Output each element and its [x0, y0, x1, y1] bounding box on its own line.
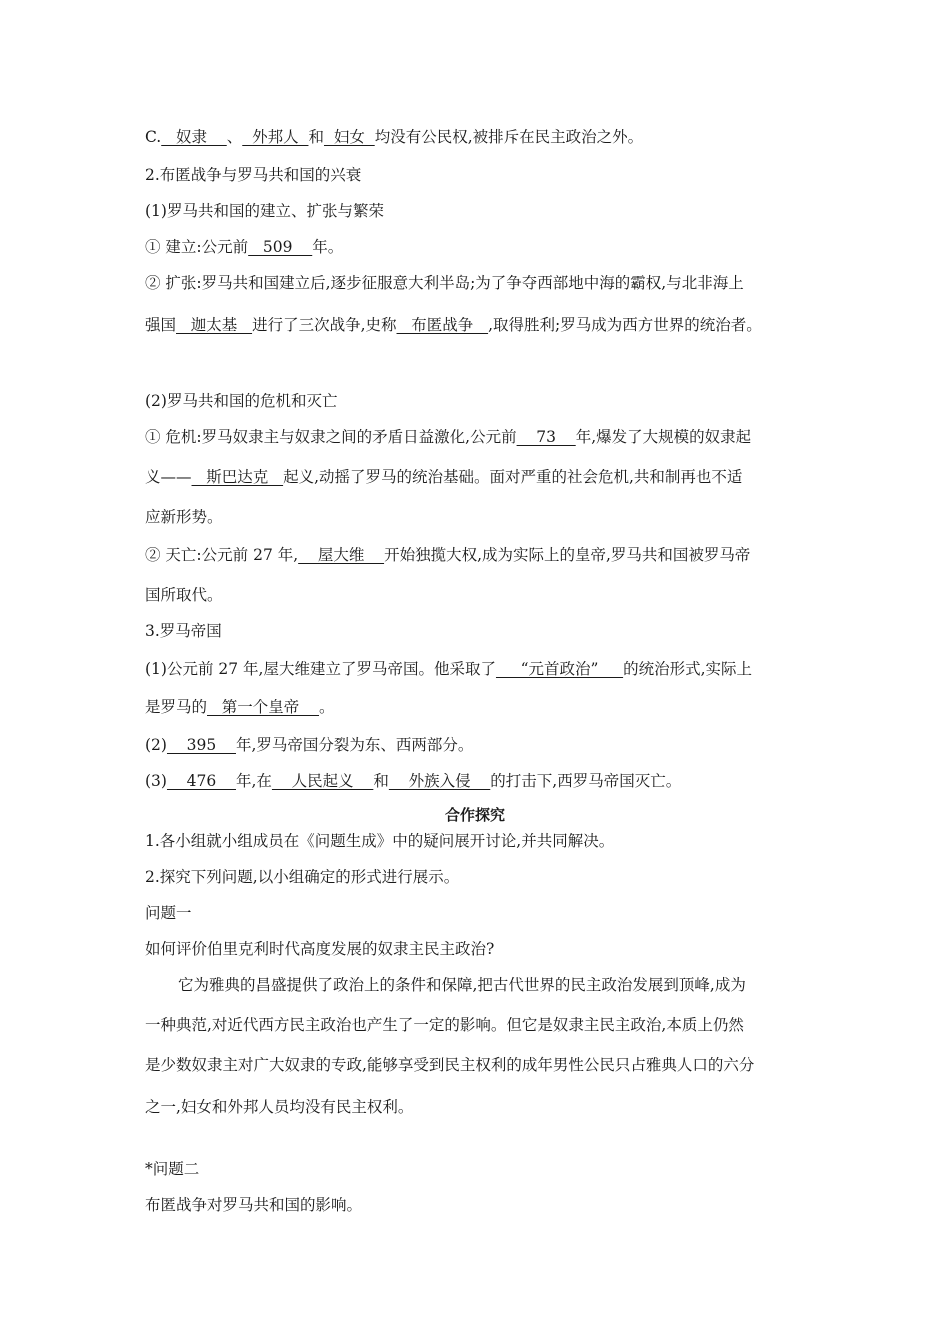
line-crisis-2: [145, 466, 742, 488]
section-heading: 2.布匿战争与罗马共和国的兴衰: [145, 166, 362, 184]
text: 和: [308, 128, 324, 146]
text: ② 天亡:公元前 27 年,: [145, 546, 299, 564]
text: 进行了三次战争,史称: [252, 316, 397, 334]
instruction-1: 1.各小组就小组成员在《问题生成》中的疑问展开讨论,并共同解决。: [145, 832, 615, 850]
line-empire-3: [145, 770, 681, 792]
line-establish: [145, 236, 343, 258]
question-2-label: *问题二: [145, 1160, 200, 1178]
line-empire-1: [145, 658, 752, 680]
text: 年。: [312, 238, 344, 256]
text: 的打击下,西罗马帝国灭亡。: [490, 772, 682, 790]
answer-paragraph-line: 一种典范,对近代西方民主政治也产生了一定的影响。但它是奴隶主民主政治,本质上仍然: [145, 1016, 744, 1034]
text: ① 危机:罗马奴隶主与奴隶之间的矛盾日益激化,公元前: [145, 428, 517, 446]
answer-paragraph-line: 之一,妇女和外邦人员均没有民主权利。: [145, 1098, 414, 1116]
answer-blank: 509: [248, 238, 313, 256]
answer-blank: 奴隶: [161, 128, 227, 146]
text: (3): [145, 772, 167, 790]
answer-paragraph-line: 是少数奴隶主对广大奴隶的专政,能够享受到民主权利的成年男性公民只占雅典人口的六分: [145, 1056, 755, 1074]
text: ,取得胜利;罗马成为西方世界的统治者。: [488, 316, 762, 334]
answer-blank: 斯巴达克: [191, 468, 284, 486]
answer-blank: 布匿战争: [396, 316, 489, 334]
question-2-text: 布匿战争对罗马共和国的影响。: [145, 1196, 363, 1214]
text: 年,罗马帝国分裂为东、西两部分。: [235, 736, 474, 754]
answer-blank: 人民起义: [271, 772, 374, 790]
text: 年,在: [235, 772, 272, 790]
answer-blank: 395: [166, 736, 236, 754]
text: 是罗马的: [145, 698, 208, 716]
line-fall: [145, 544, 750, 566]
text: 的统治形式,实际上: [623, 660, 753, 678]
text: 和: [373, 772, 389, 790]
answer-blank: 迦太基: [176, 316, 253, 334]
instruction-2: 2.探究下列问题,以小组确定的形式进行展示。: [145, 868, 460, 886]
answer-blank: 外族入侵: [388, 772, 491, 790]
text: 年,爆发了大规模的奴隶起: [575, 428, 752, 446]
line-expand: ② 扩张:罗马共和国建立后,逐步征服意大利半岛;为了争夺西部地中海的霸权,与北非海上: [145, 274, 744, 292]
answer-blank: 屋大维: [298, 546, 385, 564]
answer-blank: 第一个皇帝: [207, 698, 320, 716]
answer-paragraph-line: 它为雅典的昌盛提供了政治上的条件和保障,把古代世界的民主政治发展到顶峰,成为: [178, 976, 746, 994]
question-1-text: 如何评价伯里克利时代高度发展的奴隶主民主政治?: [145, 940, 495, 958]
answer-blank: 476: [166, 772, 236, 790]
text: (2): [145, 736, 167, 754]
line-empire-1b: [145, 696, 335, 718]
subsection-heading: (1)罗马共和国的建立、扩张与繁荣: [145, 202, 384, 220]
text: 开始独揽大权,成为实际上的皇帝,罗马共和国被罗马帝: [384, 546, 751, 564]
text: 。: [319, 698, 335, 716]
text: C.: [145, 128, 162, 146]
cooperative-inquiry-heading: 合作探究: [444, 806, 505, 824]
line-crisis: [145, 426, 751, 448]
line-empire-2: [145, 734, 473, 756]
text: (1)公元前 27 年,屋大维建立了罗马帝国。他采取了: [145, 660, 496, 678]
section-heading: 3.罗马帝国: [145, 622, 222, 640]
line-expand-2: [145, 314, 762, 336]
text: 强国: [145, 316, 177, 334]
line-c: [145, 126, 643, 148]
subsection-heading: (2)罗马共和国的危机和灭亡: [145, 392, 338, 410]
answer-blank: “元首政治”: [495, 660, 624, 678]
line-crisis-3: 应新形势。: [145, 508, 223, 526]
text: ① 建立:公元前: [145, 238, 249, 256]
answer-blank: 73: [516, 428, 576, 446]
text: 、: [226, 128, 243, 146]
text: 义——: [145, 468, 192, 486]
text: 均没有公民权,被排斥在民主政治之外。: [374, 128, 644, 146]
line-fall-2: 国所取代。: [145, 586, 223, 604]
answer-blank: 妇女: [323, 128, 375, 146]
answer-blank: 外邦人: [242, 128, 309, 146]
question-1-label: 问题一: [145, 904, 192, 922]
text: 起义,动摇了罗马的统治基础。面对严重的社会危机,共和制再也不适: [283, 468, 743, 486]
